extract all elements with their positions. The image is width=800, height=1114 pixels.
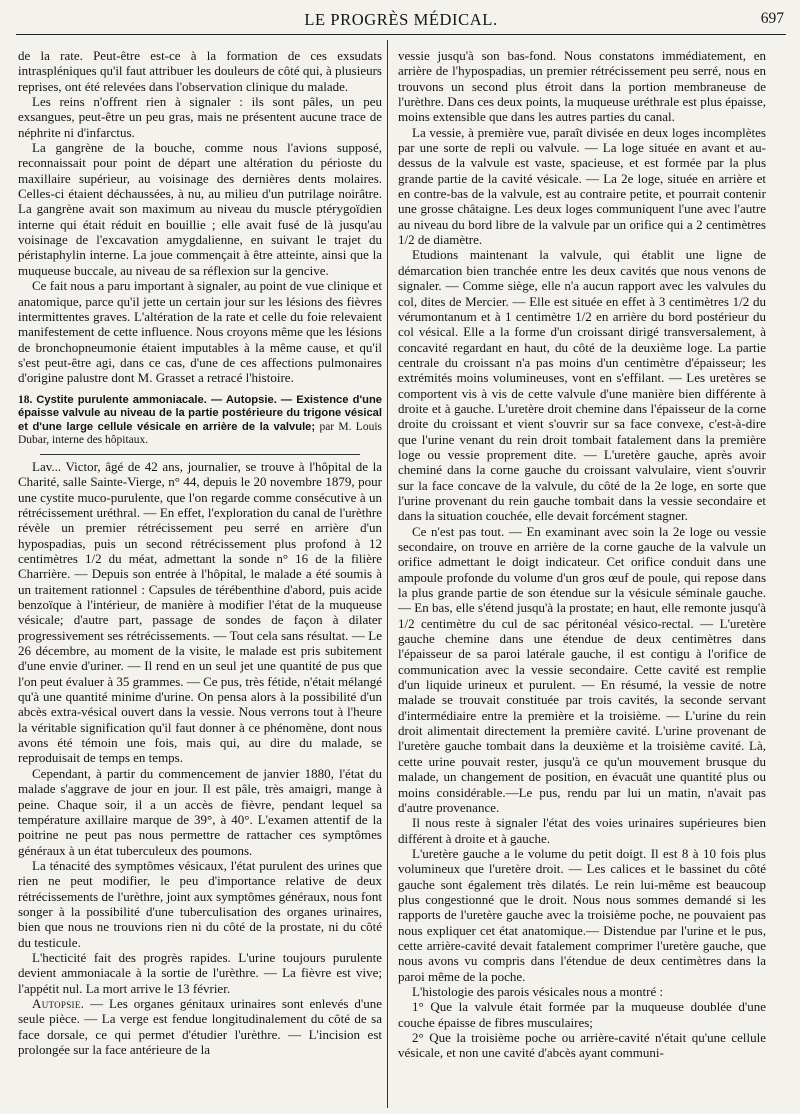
paragraph: La ténacité des symptômes vésicaux, l'état purulent des urines que rien ne peut modifier, le peu d'importance relative de deux rétrécissements de l'urèthre, joint aux symptômes généraux, nous font songer à la possibilité d'une tuberculisation des organes urinaires, bien que nous ne trouvions rien ni du côté de la prostate, ni du côté du testicule. <box>18 857 382 950</box>
paragraph: Lav... Victor, âgé de 42 ans, journalier, se trouve à l'hôpital de la Charité, salle Sainte-Vierge, n° 44, depuis le 20 novembre 1879, pour une cystite muco-purulente, que l'on regarde comme consécutive à un rétrécissement uréthral. — En effet, l'exploration du canal de l'urèthre révèle un premier rétrécissement peu serré en arrière d'un hypospadias, puis un second rétrécissement plus profond à 12 centimètres 1/2 du méat, admettant la sonde n° 16 de la filière Charrière. — Depuis son entrée à l'hôpital, le malade a été soumis à un traitement rationnel : Capsules de térébenthine d'abord, puis acide benzoïque à l'intérieur, de manière à modifier l'état de la muqueuse vésicale; d'autre part, passage de sondes de façon à dilater progressivement ses rétrécissements. — Tout cela sans résultat. — Le 26 décembre, au moment de la visite, le malade est pris subitement d'une envie d'uriner. — Il rend en un seul jet une quantité de pus que l'on peut évaluer à 35 grammes. — Ce pus, très fétide, n'était mélangé qu'à une quantité minime d'urine. On pensa alors à la possibilité d'un abcès extra-vésical ouvert dans la vessie. Nous verrons tout à l'heure la véritable signification qu'il faut donner à ce phénomène, dont nous avons été témoin une fois, mais qui, au dire du malade, se reproduisait de temps en temps. <box>18 458 382 766</box>
article-heading <box>18 394 382 448</box>
paragraph: Il nous reste à signaler l'état des voies urinaires supérieures bien différent à droite et à gauche. <box>398 815 766 846</box>
heading-rule <box>40 454 360 455</box>
running-header <box>16 8 786 35</box>
paragraph: L'hecticité fait des progrès rapides. L'urine toujours purulente devient ammoniacale à la sortie de l'urèthre. — La fièvre est vive; l'appétit nul. La mort arrive le 13 février. <box>18 949 382 996</box>
article-title: Cystite purulente ammoniacale. — Autopsie. — Existence d'une épaisse valvule au niveau de la partie postérieure du trigone vésical et d'une large cellule vésicale en arrière de la valvule; <box>18 393 382 433</box>
page-number: 697 <box>760 10 784 27</box>
paragraph: L'uretère gauche a le volume du petit doigt. Il est 8 à 10 fois plus volumineux que l'uretère droit. — Les calices et le bassinet du côté gauche sont également très dilatés. Le rein lui-même est beaucoup plus congestionné que le droit. Nous nous sommes demandé si les rapports de l'uretère gauche avec la troisième poche, ne pouvaient pas nous expliquer cet état anatomique.— Distendue par l'urine et le pus, cette arrière-cavité devait fatalement comprimer l'uretère gauche, que nous avons vu compris dans l'étendue de deux centimètres dans la paroi même de la poche. <box>398 845 766 984</box>
paragraph: Ce n'est pas tout. — En examinant avec soin la 2e loge ou vessie secondaire, on trouve en arrière de la corne gauche de la valvule un orifice admettant le doigt indicateur. Cet orifice conduit dans une ampoule profonde du volume d'un gros œuf de poule, qui repose dans la plus grande partie de son étendue sur la vésicule séminale gauche. — En bas, elle s'étend jusqu'à la prostate; en haut, elle remonte jusqu'à 1/2 centimètre du cul de sac péritonéal vésico-rectal. — L'uretère gauche chemine dans une étendue de deux centimètres dans l'épaisseur de sa paroi latérale gauche, il est contigu à l'orifice de communication avec la vessie secondaire. Cette cavité est remplie d'un liquide urineux et purulent. — En résumé, la vessie de notre malade se trouvait constituée par trois cavités, la seconde servant d'intermédiaire entre la première et la troisième. — L'urine du rein droit alimentait directement la première cavité. L'urine provenant de l'uretère gauche tombait dans la deuxième et la troisième cavité. Là, cette urine pouvait rester, jusqu'à ce qu'un mouvement brusque du malade, un changement de position, en évacuât une quantité plus ou moins considérable.—Le pus, rendu par lui un matin, n'avait pas d'autre provenance. <box>398 523 766 815</box>
paragraph: Etudions maintenant la valvule, qui établit une ligne de démarcation bien tranchée entre les deux cavités que nous venons de signaler. — Comme siège, elle n'a aucun rapport avec les valvules du col, dites de Mercier. — Elle est située en effet à 3 centimètres 1/2 du vérumontanum et à 1 centimètre 1/2 en arrière du bord postérieur du col vésical. Elle a la forme d'un croissant dirigé transversalement, à concavité regardant en haut, du côté de la deuxième loge. La partie centrale du croissant n'a pas moins d'un centimètre d'épaisseur; les extrémités moins volumineuses, vont en s'effilant. — Les uretères se comportent vis à vis de cette valvule d'une manière bien différente à droite et à gauche. L'uretère droit chemine dans l'épaisseur de la corne droite du croissant et vient s'ouvrir sur sa face convexe, c'est-à-dire que l'urine venant du rein droit tombait fatalement dans la première loge ou vessie proprement dite. — L'uretère gauche, après avoir cheminé dans la corne gauche du croissant valvulaire, vient s'ouvrir sur la face concave de la valvule, du côté de la 2e loge, en sorte que l'urine provenant du rein gauche tombait dans la vessie secondaire et dans la situation couchée, elle devait forcément stagner. <box>398 247 766 524</box>
list-item: 2° Que la troisième poche ou arrière-cavité n'était qu'une cellule vésicale, et non une cavité d'abcès ayant communi- <box>398 1030 766 1061</box>
list-item: 1° Que la valvule était formée par la muqueuse doublée d'une couche épaisse de fibres musculaires; <box>398 999 766 1030</box>
autopsy-label: Autopsie. <box>32 995 85 1011</box>
right-column <box>398 48 766 1108</box>
article-number: 18. <box>18 393 33 406</box>
paragraph: vessie jusqu'à son bas-fond. Nous constatons immédiatement, en arrière de l'hypospadias, un premier rétrécissement peu serré, nous en trouvons un second plus étroit dans la portion membraneuse de l'urèthre. Dans ces deux points, la muqueuse uréthrale est plus épaisse, moins extensible que dans les autres parties du canal. <box>398 48 766 125</box>
paragraph: Cependant, à partir du commencement de janvier 1880, l'état du malade s'aggrave de jour en jour. Il est pâle, très amaigri, mange à peine. Chaque soir, il a un accès de fièvre, pendant lequel sa température axillaire marque de 39°, à 40°. L'examen attentif de la poitrine ne peut pas nous permettre de rattacher ces symptômes généraux à un état tuberculeux des poumons. <box>18 765 382 858</box>
paragraph: L'histologie des parois vésicales nous a montré : <box>412 983 664 999</box>
left-column <box>18 48 382 1108</box>
journal-title: LE PROGRÈS MÉDICAL. <box>304 10 498 29</box>
paragraph: Ce fait nous a paru important à signaler, au point de vue clinique et anatomique, parce qu'il jette un certain jour sur les lésions des fièvres intermittentes graves. L'altération de la rate et celle du foie relevaient manifestement de cette influence. Nous croyons même que les lésions de bronchopneumonie étaient imputables à la même cause, et qu'il s'est peut-être agi, dans ce cas, d'une de ces affections pulmonaires d'origine palustre dont M. Grasset a retracé l'histoire. <box>18 278 382 386</box>
column-divider <box>387 40 388 1108</box>
paragraph: La gangrène de la bouche, comme nous l'avions supposé, reconnaissait pour point de départ une altération du périoste du maxillaire supérieur, au voisinage des dernières dents molaires. Celles-ci étaient déchaussées, à nu, au milieu d'un putrilage noirâtre. La gangrène avait son maximum au niveau du muscle ptérygoïdien interne qui était réduit en bouillie ; elle avait fusé de là jusqu'au voisinage de l'excavation amygdalienne, en suivant le trajet du péristaphylin interne. La joue commençait à être atteinte, ainsi que la muqueuse buccale, au niveau de sa réflexion sur la gencive. <box>18 140 382 278</box>
article-byline: par M. Louis Dubar, interne des hôpitaux. <box>18 420 382 447</box>
autopsy-paragraph <box>18 996 382 1057</box>
paragraph: Les reins n'offrent rien à signaler : ils sont pâles, un peu exsangues, peut-être un peu gras, mais ne présentent aucune trace de néphrite ni d'infarctus. <box>18 94 382 140</box>
autopsy-text: — Les organes génitaux urinaires sont enlevés d'une seule pièce. — La verge est fendue longitudinalement du côté de sa face dorsale, ce qui permet d'étudier l'urèthre. — L'incision est prolongée sur la face antérieure de la <box>18 995 382 1057</box>
paragraph: La vessie, à première vue, paraît divisée en deux loges incomplètes par une sorte de repli ou valvule. — La loge située en avant et au-dessus de la valvule est vaste, spacieuse, et est formée par la plus grande partie de la cavité vésicale. — La 2e loge, située en arrière et en contre-bas de la valvule, est au contraire petite, et pourrait contenir une grosse châtaigne. Les deux loges communiquent l'une avec l'autre au niveau du bord libre de la valvule par un orifice qui a 2 centimètres 1/2 de diamètre. <box>398 124 766 248</box>
paragraph: de la rate. Peut-être est-ce à la formation de ces exsudats intraspléniques qu'il faut attribuer les douleurs de côté qui, à plusieurs reprises, ont été relevées dans l'observation clinique du malade. <box>18 48 382 94</box>
